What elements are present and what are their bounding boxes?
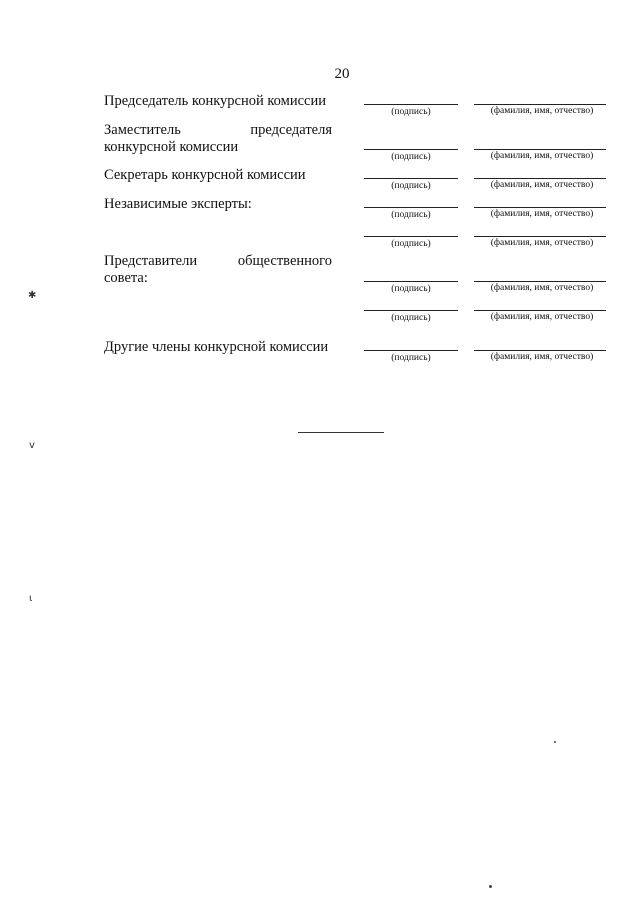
full-name-caption: (фамилия, имя, отчество) <box>490 106 594 116</box>
signature-caption: (подпись) <box>391 239 431 249</box>
full-name-line <box>474 236 606 237</box>
signature-line <box>364 207 458 208</box>
signature-line <box>364 350 458 351</box>
role-independent-experts: Независимые эксперты: <box>104 196 252 212</box>
scan-speck <box>489 885 492 888</box>
role-deputy-chairman: Заместитель председателя конкурсной комиссии <box>104 122 332 155</box>
full-name-line <box>474 281 606 282</box>
full-name-caption: (фамилия, имя, отчество) <box>490 151 594 161</box>
full-name-caption: (фамилия, имя, отчество) <box>490 180 594 190</box>
scan-mark-icon: ✱ <box>28 290 37 301</box>
role-secretary: Секретарь конкурсной комиссии <box>104 167 306 183</box>
full-name-line <box>474 178 606 179</box>
page-number: 20 <box>334 66 350 82</box>
signature-caption: (подпись) <box>391 313 431 323</box>
end-of-document-rule <box>298 432 384 433</box>
full-name-caption: (фамилия, имя, отчество) <box>490 238 594 248</box>
role-other-members: Другие члены конкурсной комиссии <box>104 339 329 355</box>
signature-line <box>364 310 458 311</box>
full-name-caption: (фамилия, имя, отчество) <box>490 209 594 219</box>
signature-line <box>364 236 458 237</box>
role-public-council: Представители общественного совета: <box>104 253 332 286</box>
scan-mark-icon: ι <box>29 593 33 604</box>
signature-line <box>364 178 458 179</box>
signature-line <box>364 104 458 105</box>
signature-line <box>364 149 458 150</box>
signature-caption: (подпись) <box>391 210 431 220</box>
signature-caption: (подпись) <box>391 107 431 117</box>
full-name-line <box>474 310 606 311</box>
signature-caption: (подпись) <box>391 152 431 162</box>
full-name-line <box>474 350 606 351</box>
full-name-line <box>474 104 606 105</box>
signature-line <box>364 281 458 282</box>
scan-speck <box>554 741 556 743</box>
full-name-line <box>474 149 606 150</box>
full-name-caption: (фамилия, имя, отчество) <box>490 283 594 293</box>
full-name-caption: (фамилия, имя, отчество) <box>490 312 594 322</box>
scan-mark-icon: ⅴ <box>29 440 35 451</box>
signature-caption: (подпись) <box>391 181 431 191</box>
full-name-line <box>474 207 606 208</box>
full-name-caption: (фамилия, имя, отчество) <box>490 352 594 362</box>
signature-caption: (подпись) <box>391 353 431 363</box>
role-chairman: Председатель конкурсной комиссии <box>104 93 326 109</box>
signature-caption: (подпись) <box>391 284 431 294</box>
